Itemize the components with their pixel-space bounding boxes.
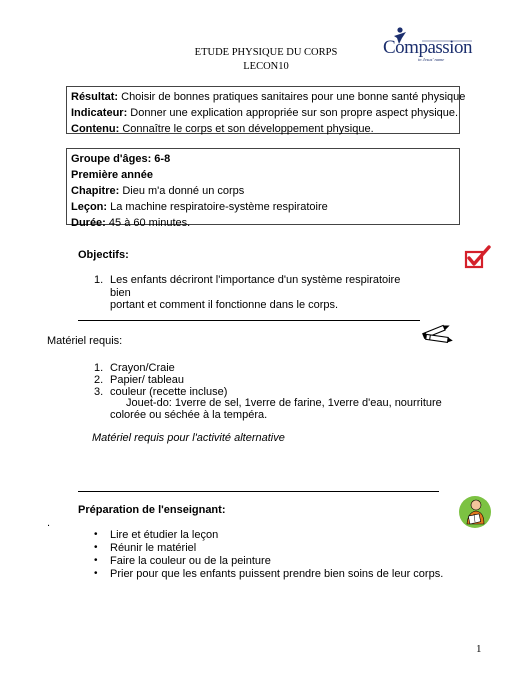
materiel-text-3: couleur (recette incluse) bbox=[110, 386, 228, 398]
preparation-text-4: Prier pour que les enfants puissent prendre bien soins de leur corps. bbox=[110, 568, 444, 580]
lecon-text: La machine respiratoire-système respiratoire bbox=[107, 201, 328, 213]
materiel-text-1: Crayon/Craie bbox=[110, 362, 175, 374]
objectif-number: 1. bbox=[94, 274, 104, 286]
chapitre-label: Chapitre: bbox=[71, 185, 120, 197]
resultat-text: Choisir de bonnes pratiques sanitaires pour une bonne santé physique bbox=[118, 91, 466, 103]
logo-wordmark: Compassion bbox=[383, 37, 472, 58]
materiel-number-3: 3. bbox=[94, 386, 104, 398]
compassion-logo bbox=[380, 26, 476, 66]
groupe-row bbox=[71, 151, 455, 167]
stray-mark: . bbox=[47, 517, 51, 529]
recipe-line-2: colorée ou séchée à la tempéra. bbox=[110, 409, 268, 421]
resultat-row bbox=[71, 89, 466, 105]
lecon-row bbox=[71, 199, 455, 215]
materiel-item-2 bbox=[94, 374, 184, 387]
objectifs-heading: Objectifs: bbox=[78, 249, 129, 261]
lecon-label: Leçon: bbox=[71, 201, 108, 213]
summary-box bbox=[66, 86, 466, 135]
title-line-2: LECON10 bbox=[243, 61, 289, 72]
teacher-reading-icon bbox=[458, 494, 492, 530]
chapitre-row bbox=[71, 183, 455, 199]
checkbox-check-icon bbox=[463, 244, 493, 272]
pencil-crayon-icon bbox=[420, 322, 456, 346]
objectif-line-2: portant et comment il fonctionne dans le corps. bbox=[110, 299, 339, 311]
preparation-text-2: Réunir le matériel bbox=[110, 542, 197, 554]
divider-1 bbox=[78, 320, 420, 321]
preparation-item-2 bbox=[90, 542, 196, 555]
bullet-icon: • bbox=[94, 568, 98, 579]
duree-text: 45 à 60 minutes. bbox=[105, 217, 191, 229]
groupe-label: Groupe d'âges: 6-8 bbox=[71, 153, 171, 165]
materiel-heading: Matériel requis: bbox=[47, 335, 123, 347]
materiel-number-2: 2. bbox=[94, 374, 104, 386]
duree-label: Durée: bbox=[71, 217, 106, 229]
materiel-alternative: Matériel requis pour l'activité alternative bbox=[92, 432, 285, 444]
recipe-line-1: Jouet-do: 1verre de sel, 1verre de farine, 1verre d'eau, nourriture bbox=[126, 397, 442, 409]
preparation-item-3 bbox=[90, 555, 271, 568]
chapitre-text: Dieu m'a donné un corps bbox=[119, 185, 245, 197]
preparation-text-1: Lire et étudier la leçon bbox=[110, 529, 219, 541]
annee-label: Première année bbox=[71, 169, 153, 181]
title-line-1: ETUDE PHYSIQUE DU CORPS bbox=[194, 47, 338, 58]
info-box bbox=[66, 148, 460, 229]
preparation-item-4 bbox=[90, 568, 443, 581]
contenu-row bbox=[71, 121, 455, 137]
contenu-label: Contenu: bbox=[71, 123, 120, 135]
indicateur-text: Donner une explication appropriée sur son propre aspect physique. bbox=[127, 107, 459, 119]
annee-row bbox=[71, 167, 455, 183]
indicateur-row bbox=[71, 105, 459, 121]
materiel-item-1 bbox=[94, 362, 175, 375]
page-number: 1 bbox=[476, 643, 482, 655]
divider-2 bbox=[78, 491, 439, 492]
objectif-line-1: Les enfants décriront l'importance d'un système respiratoire bien bbox=[110, 274, 401, 299]
preparation-heading: Préparation de l'enseignant: bbox=[78, 504, 226, 516]
duree-row bbox=[71, 215, 455, 231]
preparation-item-1 bbox=[90, 529, 218, 542]
logo-tagline: in Jesus' name bbox=[418, 57, 445, 62]
objectif-item bbox=[94, 274, 424, 312]
materiel-number-1: 1. bbox=[94, 362, 104, 374]
materiel-text-2: Papier/ tableau bbox=[110, 374, 184, 386]
bullet-icon: • bbox=[94, 542, 98, 553]
bullet-icon: • bbox=[94, 529, 98, 540]
resultat-label: Résultat: bbox=[71, 91, 119, 103]
preparation-text-3: Faire la couleur ou de la peinture bbox=[110, 555, 271, 567]
contenu-text: Connaître le corps et son développement physique. bbox=[119, 123, 374, 135]
bullet-icon: • bbox=[94, 555, 98, 566]
indicateur-label: Indicateur: bbox=[71, 107, 128, 119]
